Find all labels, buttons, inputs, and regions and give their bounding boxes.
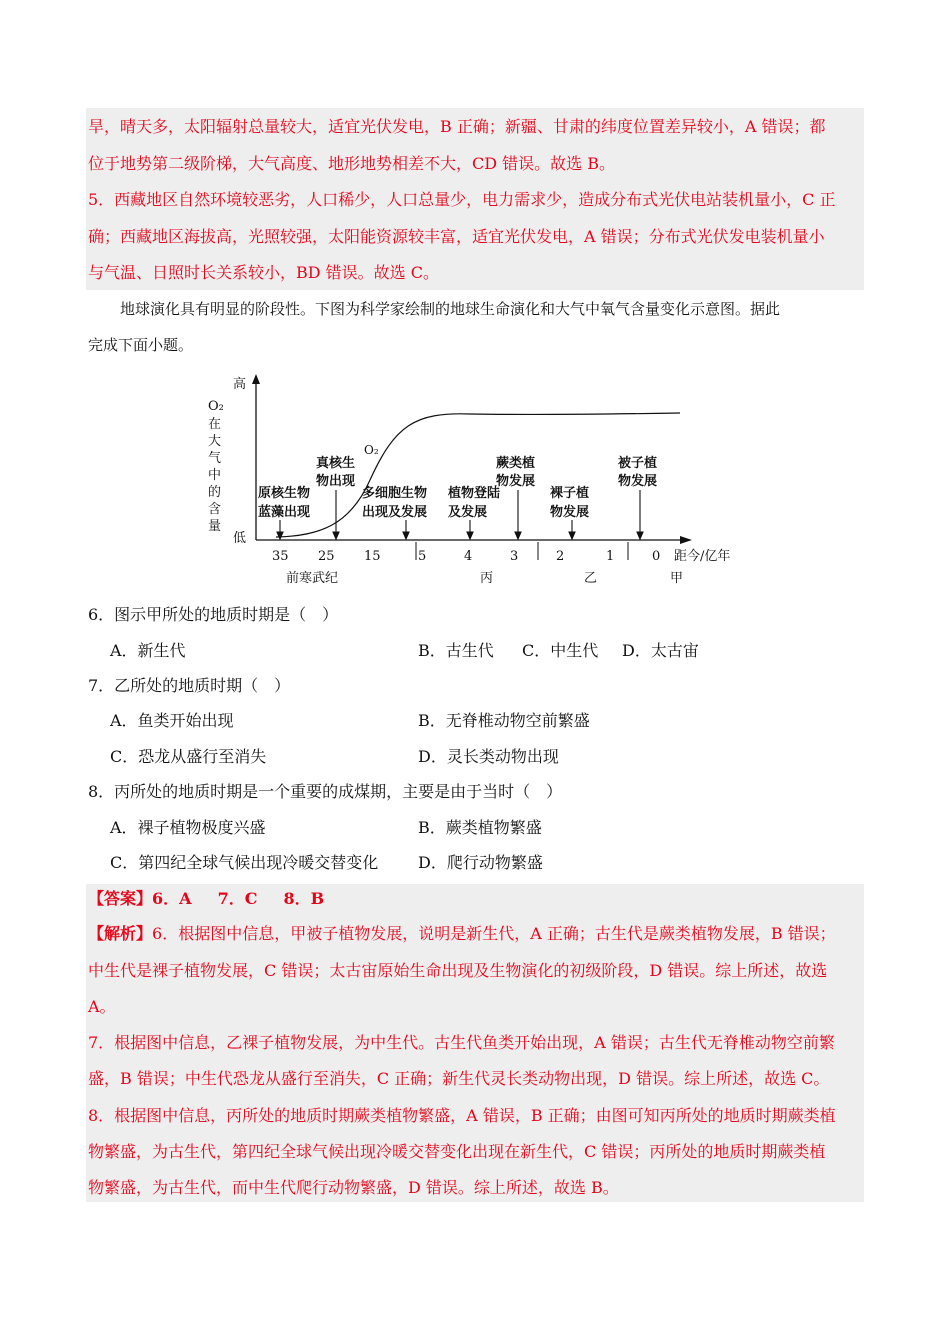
- analysis-line: 物繁盛，为古生代，第四纪全球气候出现冷暖交替变化出现在新生代，C 错误；丙所处的地质时期蕨类植: [88, 1142, 826, 1161]
- era-label: 前寒武纪: [286, 571, 339, 586]
- era-label: 乙: [584, 571, 598, 586]
- question-option: D．灵长类动物出现: [418, 747, 559, 766]
- x-tick-label: 5: [418, 549, 427, 564]
- x-tick-label: 4: [464, 549, 473, 564]
- curve-label: O₂: [364, 443, 379, 457]
- event-label: 多细胞生物: [362, 486, 428, 501]
- y-label-char: O₂: [208, 399, 224, 414]
- oxygen-evolution-figure: [200, 370, 760, 590]
- answer-row: [88, 888, 324, 910]
- analysis-line: A。: [88, 997, 116, 1016]
- question-option: D．爬行动物繁盛: [418, 853, 543, 872]
- event-label: 蓝藻出现: [258, 505, 311, 520]
- prev-answer-line: 5．西藏地区自然环境较恶劣，人口稀少，人口总量少，电力需求少，造成分布式光伏电站装机量小，C 正: [88, 190, 836, 209]
- analysis-line: 7．根据图中信息，乙裸子植物发展，为中生代。古生代鱼类开始出现，A 错误；古生代无脊椎动物空前繁: [88, 1033, 835, 1052]
- event-label: 原核生物: [258, 486, 311, 501]
- question-option: D．太古宙: [622, 641, 699, 660]
- question-option: C．第四纪全球气候出现冷暖交替变化: [110, 853, 379, 872]
- analysis-line: 物繁盛，为古生代，而中生代爬行动物繁盛，D 错误。综上所述，故选 B。: [88, 1178, 619, 1197]
- analysis-line: 中生代是裸子植物发展，C 错误；太古宙原始生命出现及生物演化的初级阶段，D 错误。综上所述，故选: [88, 961, 828, 980]
- era-label: 甲: [670, 571, 684, 586]
- x-axis-unit: 距今/亿年: [674, 549, 731, 564]
- event-label: 物发展: [550, 505, 590, 520]
- question-option: A．鱼类开始出现: [110, 711, 234, 730]
- question-stem: 6．图示甲所处的地质时期是（ ）: [88, 605, 339, 624]
- analysis-row: [88, 923, 836, 945]
- answer-label: 【答案】: [88, 889, 153, 908]
- y-axis-label: [208, 399, 224, 534]
- x-axis-arrow: [680, 536, 692, 544]
- question-option: B．蕨类植物繁盛: [418, 818, 542, 837]
- y-label-char: 气: [208, 451, 222, 466]
- question-stem: 7．乙所处的地质时期（ ）: [88, 676, 291, 695]
- event-label: 及发展: [448, 505, 488, 520]
- x-tick-label: 1: [606, 549, 615, 564]
- question-option: A．裸子植物极度兴盛: [110, 818, 266, 837]
- event-label: 植物登陆: [448, 486, 501, 501]
- question-option: B．无脊椎动物空前繁盛: [418, 711, 590, 730]
- question-stem: 8．丙所处的地质时期是一个重要的成煤期，主要是由于当时（ ）: [88, 782, 563, 801]
- intro-line-2: 完成下面小题。: [88, 336, 194, 354]
- analysis-line: 6．根据图中信息，甲被子植物发展，说明是新生代，A 正确；古生代是蕨类植物发展，B 错误；: [152, 924, 836, 943]
- x-tick-label: 3: [510, 549, 519, 564]
- event-label: 物出现: [316, 474, 356, 489]
- question-option: C．恐龙从盛行至消失: [110, 747, 267, 766]
- y-label-char: 中: [208, 468, 222, 483]
- event-label: 出现及发展: [362, 505, 428, 520]
- question-option: A．新生代: [110, 641, 186, 660]
- prev-answer-line: 确；西藏地区海拔高，光照较强，太阳能资源较丰富，适宜光伏发电，A 错误；分布式光伏发电装机量小: [88, 227, 825, 246]
- analysis-label: 【解析】: [88, 924, 153, 943]
- analysis-line: 8．根据图中信息，丙所处的地质时期蕨类植物繁盛，A 错误，B 正确；由图可知丙所处的地质时期蕨类植: [88, 1106, 836, 1125]
- x-tick-label: 0: [652, 549, 661, 564]
- y-label-char: 的: [208, 485, 222, 500]
- event-label: 裸子植: [550, 486, 590, 501]
- event-label: 真核生: [316, 456, 356, 471]
- answer-value: 8．B: [283, 889, 325, 908]
- answer-value: 6．A: [152, 889, 192, 908]
- era-dividers: [416, 542, 628, 560]
- y-label-char: 在: [208, 417, 222, 432]
- y-label-char: 大: [208, 434, 222, 449]
- era-label: 丙: [480, 571, 494, 586]
- x-tick-label: 15: [364, 549, 381, 564]
- prev-answer-line: 位于地势第二级阶梯，大气高度、地形地势相差不大，CD 错误。故选 B。: [88, 154, 616, 173]
- intro-line-1: 地球演化具有明显的阶段性。下图为科学家绘制的地球生命演化和大气中氧气含量变化示意图。据此: [120, 300, 781, 318]
- question-option: B．古生代: [418, 641, 494, 660]
- prev-answer-line: 旱，晴天多，太阳辐射总量较大，适宜光伏发电，B 正确；新疆、甘肃的纬度位置差异较小，A 错误；都: [88, 117, 826, 136]
- x-tick-label: 25: [318, 549, 335, 564]
- y-label-char: 量: [208, 519, 222, 534]
- analysis-line: 盛，B 错误；中生代恐龙从盛行至消失，C 正确；新生代灵长类动物出现，D 错误。综上所述，故选 C。: [88, 1069, 830, 1088]
- event-label: 蕨类植: [496, 456, 536, 471]
- x-tick-label: 35: [272, 549, 289, 564]
- prev-answer-line: 与气温、日照时长关系较小，BD 错误。故选 C。: [88, 263, 440, 282]
- event-label: 被子植: [618, 456, 658, 471]
- answer-value: 7．C: [217, 889, 258, 908]
- y-label-char: 含: [208, 502, 222, 517]
- event-label: 物发展: [496, 474, 536, 489]
- y-low-label: 低: [233, 531, 247, 546]
- y-high-label: 高: [233, 377, 247, 392]
- y-axis-arrow: [252, 374, 260, 384]
- x-tick-label: 2: [556, 549, 565, 564]
- event-label: 物发展: [618, 474, 658, 489]
- question-option: C．中生代: [522, 641, 599, 660]
